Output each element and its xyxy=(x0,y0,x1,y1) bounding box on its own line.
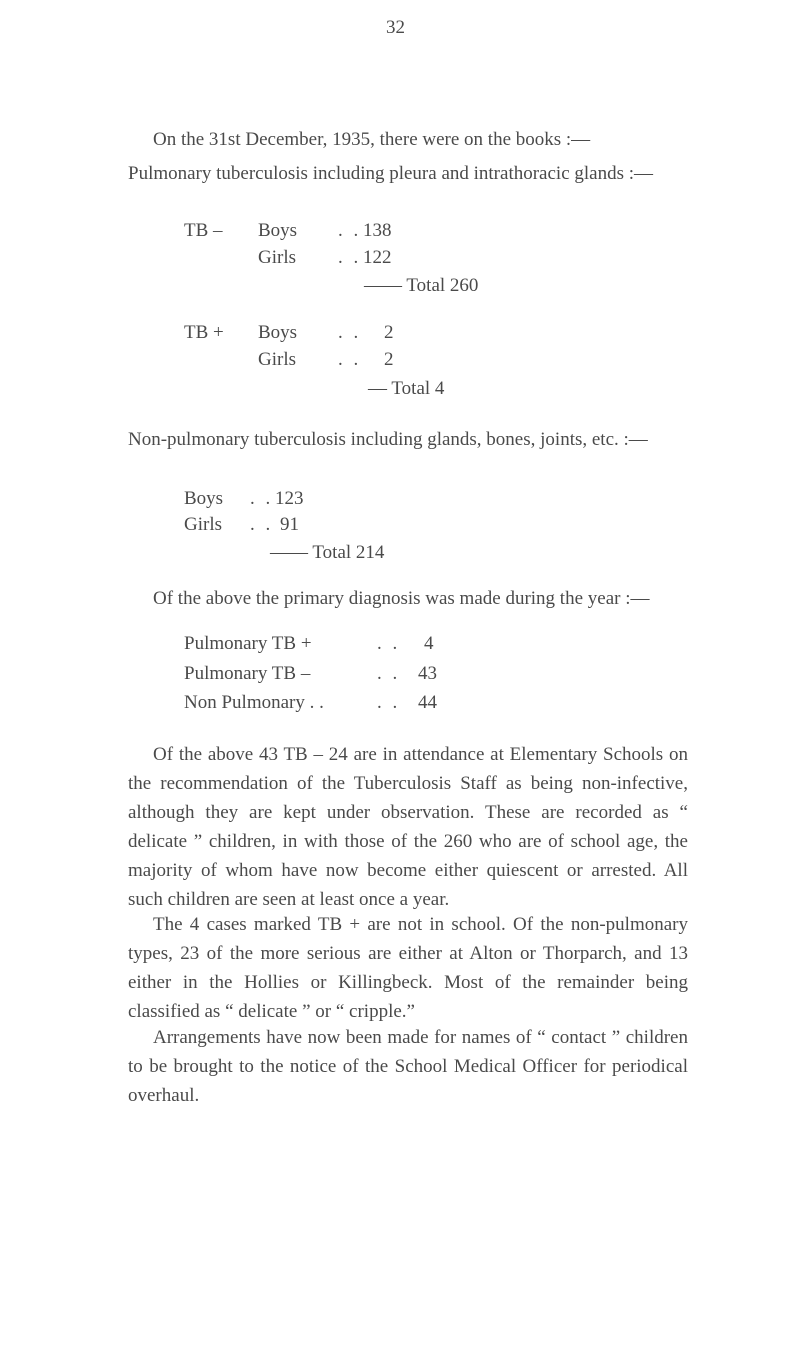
primary-row-1-label: Pulmonary TB + xyxy=(184,633,312,654)
tb-plus-girls-label: Girls xyxy=(258,349,296,370)
primary-row-3-value: 44 xyxy=(418,692,437,713)
tb-minus-boys-value: 138 xyxy=(363,220,392,241)
non-pulmonary-heading: Non-pulmonary tuberculosis including glands, bones, joints, etc. :— xyxy=(128,429,648,450)
primary-heading: Of the above the primary diagnosis was made during the year :— xyxy=(153,588,650,609)
intro-line: On the 31st December, 1935, there were on the books :— xyxy=(153,129,591,150)
paragraph-arrangements: Arrangements have now been made for names of “ contact ” children to be brought to the notice of the School Medical Officer for periodical overhaul. xyxy=(128,1027,688,1106)
tb-plus-label: TB + xyxy=(184,322,224,343)
pulmonary-heading: Pulmonary tuberculosis including pleura and intrathoracic glands :— xyxy=(128,163,654,184)
non-pulmonary-girls-value: 91 xyxy=(280,514,299,535)
non-pulmonary-girls-dots: . . xyxy=(250,514,274,535)
non-pulmonary-total: —— Total 214 xyxy=(270,542,385,563)
paragraph-attendance: Of the above 43 TB – 24 are in attendance at Elementary Schools on the recommendation of the Tuberculosis Staff as being non-infective, although they are kept under observation. These are recorded as “ delicate ” children, in with those of the 260 who are of school age, the majority of whom have now become either quiescent or arrested. All such children are seen at least once a year. xyxy=(128,744,688,910)
tb-plus-boys-label: Boys xyxy=(258,322,298,343)
tb-plus-boys-value: 2 xyxy=(384,322,394,343)
tb-minus-total: —— Total 260 xyxy=(364,275,479,296)
primary-row-1-value: 4 xyxy=(424,633,434,654)
tb-minus-boys-dots: . . xyxy=(338,220,362,241)
tb-minus-boys-label: Boys xyxy=(258,220,298,241)
tb-minus-girls-value: 122 xyxy=(363,247,392,268)
primary-row-2-value: 43 xyxy=(418,663,437,684)
paragraph-cases: The 4 cases marked TB + are not in school. Of the non-pulmonary types, 23 of the more serious are either at Alton or Thorparch, and 13 either in the Hollies or Killingbeck. Most of the remainder being classified as “ delicate ” or “ cripple.” xyxy=(128,914,688,1022)
primary-row-2-dots: . . xyxy=(377,663,401,684)
tb-minus-label: TB – xyxy=(184,220,223,241)
primary-row-1-dots: . . xyxy=(377,633,401,654)
non-pulmonary-boys-value: 123 xyxy=(275,488,304,509)
primary-row-3-dots: . . xyxy=(377,692,401,713)
tb-minus-girls-dots: . . xyxy=(338,247,362,268)
tb-plus-boys-dots: . . xyxy=(338,322,362,343)
non-pulmonary-boys-dots: . . xyxy=(250,488,274,509)
non-pulmonary-girls-label: Girls xyxy=(184,514,222,535)
tb-minus-girls-label: Girls xyxy=(258,247,296,268)
page-number: 32 xyxy=(386,17,405,38)
tb-plus-total: — Total 4 xyxy=(368,378,445,399)
tb-plus-girls-dots: . . xyxy=(338,349,362,370)
non-pulmonary-boys-label: Boys xyxy=(184,488,224,509)
primary-row-3-label: Non Pulmonary . . xyxy=(184,692,324,713)
primary-row-2-label: Pulmonary TB – xyxy=(184,663,311,684)
tb-plus-girls-value: 2 xyxy=(384,349,394,370)
